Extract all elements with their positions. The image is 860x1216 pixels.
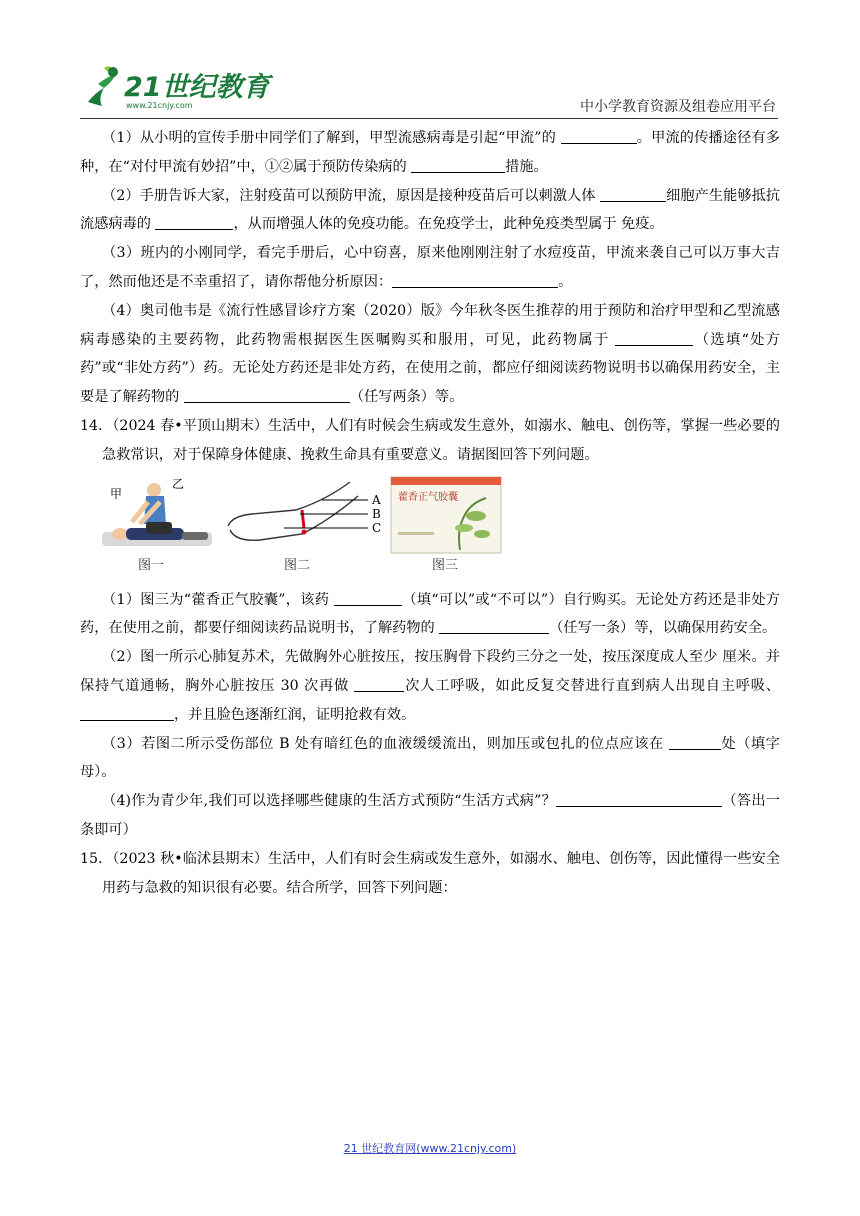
label-b: B (372, 506, 381, 521)
text: （2）图一所示心肺复苏术，先做胸外心脏按压，按压胸骨下段约三分之一处，按压深度成人至少 厘米。并保持气道通畅，胸外心脏按压 30 次再做 (80, 649, 780, 694)
box-text: 藿香正气胶囊 (398, 491, 458, 503)
text: 。 (558, 273, 573, 290)
platform-name: 中小学教育资源及组卷应用平台 (580, 99, 776, 115)
q15-stem: 15．（2023 秋•临沭县期末）生活中，人们有时会生病或发生意外，如溺水、触电、创伤等，因此懂得一些安全用药与急救的知识很有必要。结合所学，回答下列问题： (80, 850, 780, 896)
text: （答出一条即可） (80, 793, 780, 838)
q13-part2 (80, 182, 780, 240)
text: （4)作为青少年,我们可以选择哪些健康的生活方式预防“生活方式病”？ (102, 793, 557, 810)
q13-part1 (80, 124, 780, 182)
q13-part4 (80, 297, 780, 412)
text: （任写两条）等。 (349, 389, 464, 406)
cpr-illustration (102, 476, 212, 554)
text: （填“可以”或“不可以”）自行购买。无论处方药还是非处方药，在使用之前，都要仔细阅读药品说明书，了解药物的 (80, 591, 780, 637)
leg-wound-illustration (226, 476, 386, 554)
figure-2 (226, 476, 386, 576)
q14-part2 (80, 643, 780, 729)
q14-part1 (80, 586, 780, 644)
figure-3 (390, 476, 502, 576)
text: 细胞产生能够抵抗流感病毒的 (80, 187, 780, 233)
figure-3-caption: 图三 (432, 557, 459, 573)
answer-blank[interactable] (334, 591, 402, 606)
text: 次人工呼吸，如此反复交替进行直到病人出现自主呼吸、 (404, 677, 780, 694)
logo-text: 21世纪教育 (124, 72, 270, 103)
label-jia: 甲 (110, 486, 123, 501)
answer-blank[interactable] (184, 388, 350, 403)
q14-part3 (80, 730, 780, 788)
page-footer (0, 1140, 860, 1156)
answer-blank[interactable] (561, 129, 637, 144)
answer-blank[interactable] (669, 735, 721, 750)
text: （3）若图二所示受伤部位 B 处有暗红色的血液缓缓流出，则加压或包扎的位点应该在 (102, 735, 664, 752)
text: （选填“处方药”或“非处方药”）药。无论处方药还是非处方药，在使用之前，都应仔细阅读药物说明书以确保用药安全，主要是了解药物的 (80, 331, 780, 406)
text: （任写一条）等，以确保用药安全。 (549, 620, 777, 637)
text: （4）奥司他韦是《流行性感冒诊疗方案（2020）版》今年秋冬医生推荐的用于预防和治疗甲型和乙型流感病毒感染的主要药物，此药物需根据医生医嘱购买和服用，可见，此药物属于 (80, 302, 780, 348)
answer-blank[interactable] (556, 792, 722, 807)
text: （2）手册告诉大家，注射疫苗可以预防甲流，原因是接种疫苗后可以刺激人体 (102, 187, 596, 204)
figure-2-caption: 图二 (284, 557, 311, 573)
label-yi: 乙 (172, 476, 185, 491)
page-header (0, 0, 860, 120)
text: 处（填字母）。 (80, 735, 780, 781)
logo (80, 62, 270, 112)
footer-link[interactable]: 21 世纪教育网(www.21cnjy.com) (343, 1142, 517, 1155)
label-a: A (372, 492, 381, 507)
answer-blank[interactable] (411, 158, 505, 173)
text: ，从而增强人体的免疫功能。在免疫学士，此种免疫类型属于 免疫。 (233, 216, 664, 233)
figure-1 (102, 476, 212, 576)
answer-blank[interactable] (439, 619, 549, 634)
header-divider (80, 118, 778, 119)
answer-blank[interactable] (600, 187, 666, 202)
answer-blank[interactable] (80, 706, 174, 721)
logo-subtext: www.21cnjy.com (126, 101, 193, 110)
text: 措施。 (505, 158, 548, 175)
answer-blank[interactable] (615, 331, 693, 346)
text: ，并且脸色逐渐红润，证明抢救有效。 (174, 706, 416, 723)
document-body (80, 124, 780, 902)
q14-part4 (80, 787, 780, 845)
answer-blank[interactable] (155, 215, 233, 230)
answer-blank[interactable] (392, 273, 558, 288)
label-c: C (372, 520, 382, 535)
answer-blank[interactable] (354, 677, 404, 692)
text: （1）图三为“藿香正气胶囊”，该药 (102, 591, 330, 608)
q14-figures (80, 476, 780, 584)
figure-1-caption: 图一 (138, 557, 165, 573)
medicine-box-illustration (390, 476, 502, 554)
text: （1）从小明的宣传手册中同学们了解到，甲型流感病毒是引起“甲流”的 (102, 130, 556, 146)
runner-icon (88, 66, 118, 106)
q14-stem: 14．（2024 春•平顶山期末）生活中，人们有时候会生病或发生意外，如溺水、触电、创伤等，掌握一些必要的急救常识，对于保障身体健康、挽救生命具有重要意义。请据图回答下列问题。 (80, 417, 780, 463)
q13-part3 (80, 239, 780, 297)
text: （3）班内的小刚同学，看完手册后，心中窃喜，原来他刚刚注射了水痘疫苗，甲流来袭自己可以万事大吉了，然而他还是不幸重招了，请你帮他分析原因： (80, 245, 780, 290)
text: 。甲流的传播途径有多种，在“对付甲流有妙招”中，①②属于预防传染病的 (80, 130, 780, 175)
